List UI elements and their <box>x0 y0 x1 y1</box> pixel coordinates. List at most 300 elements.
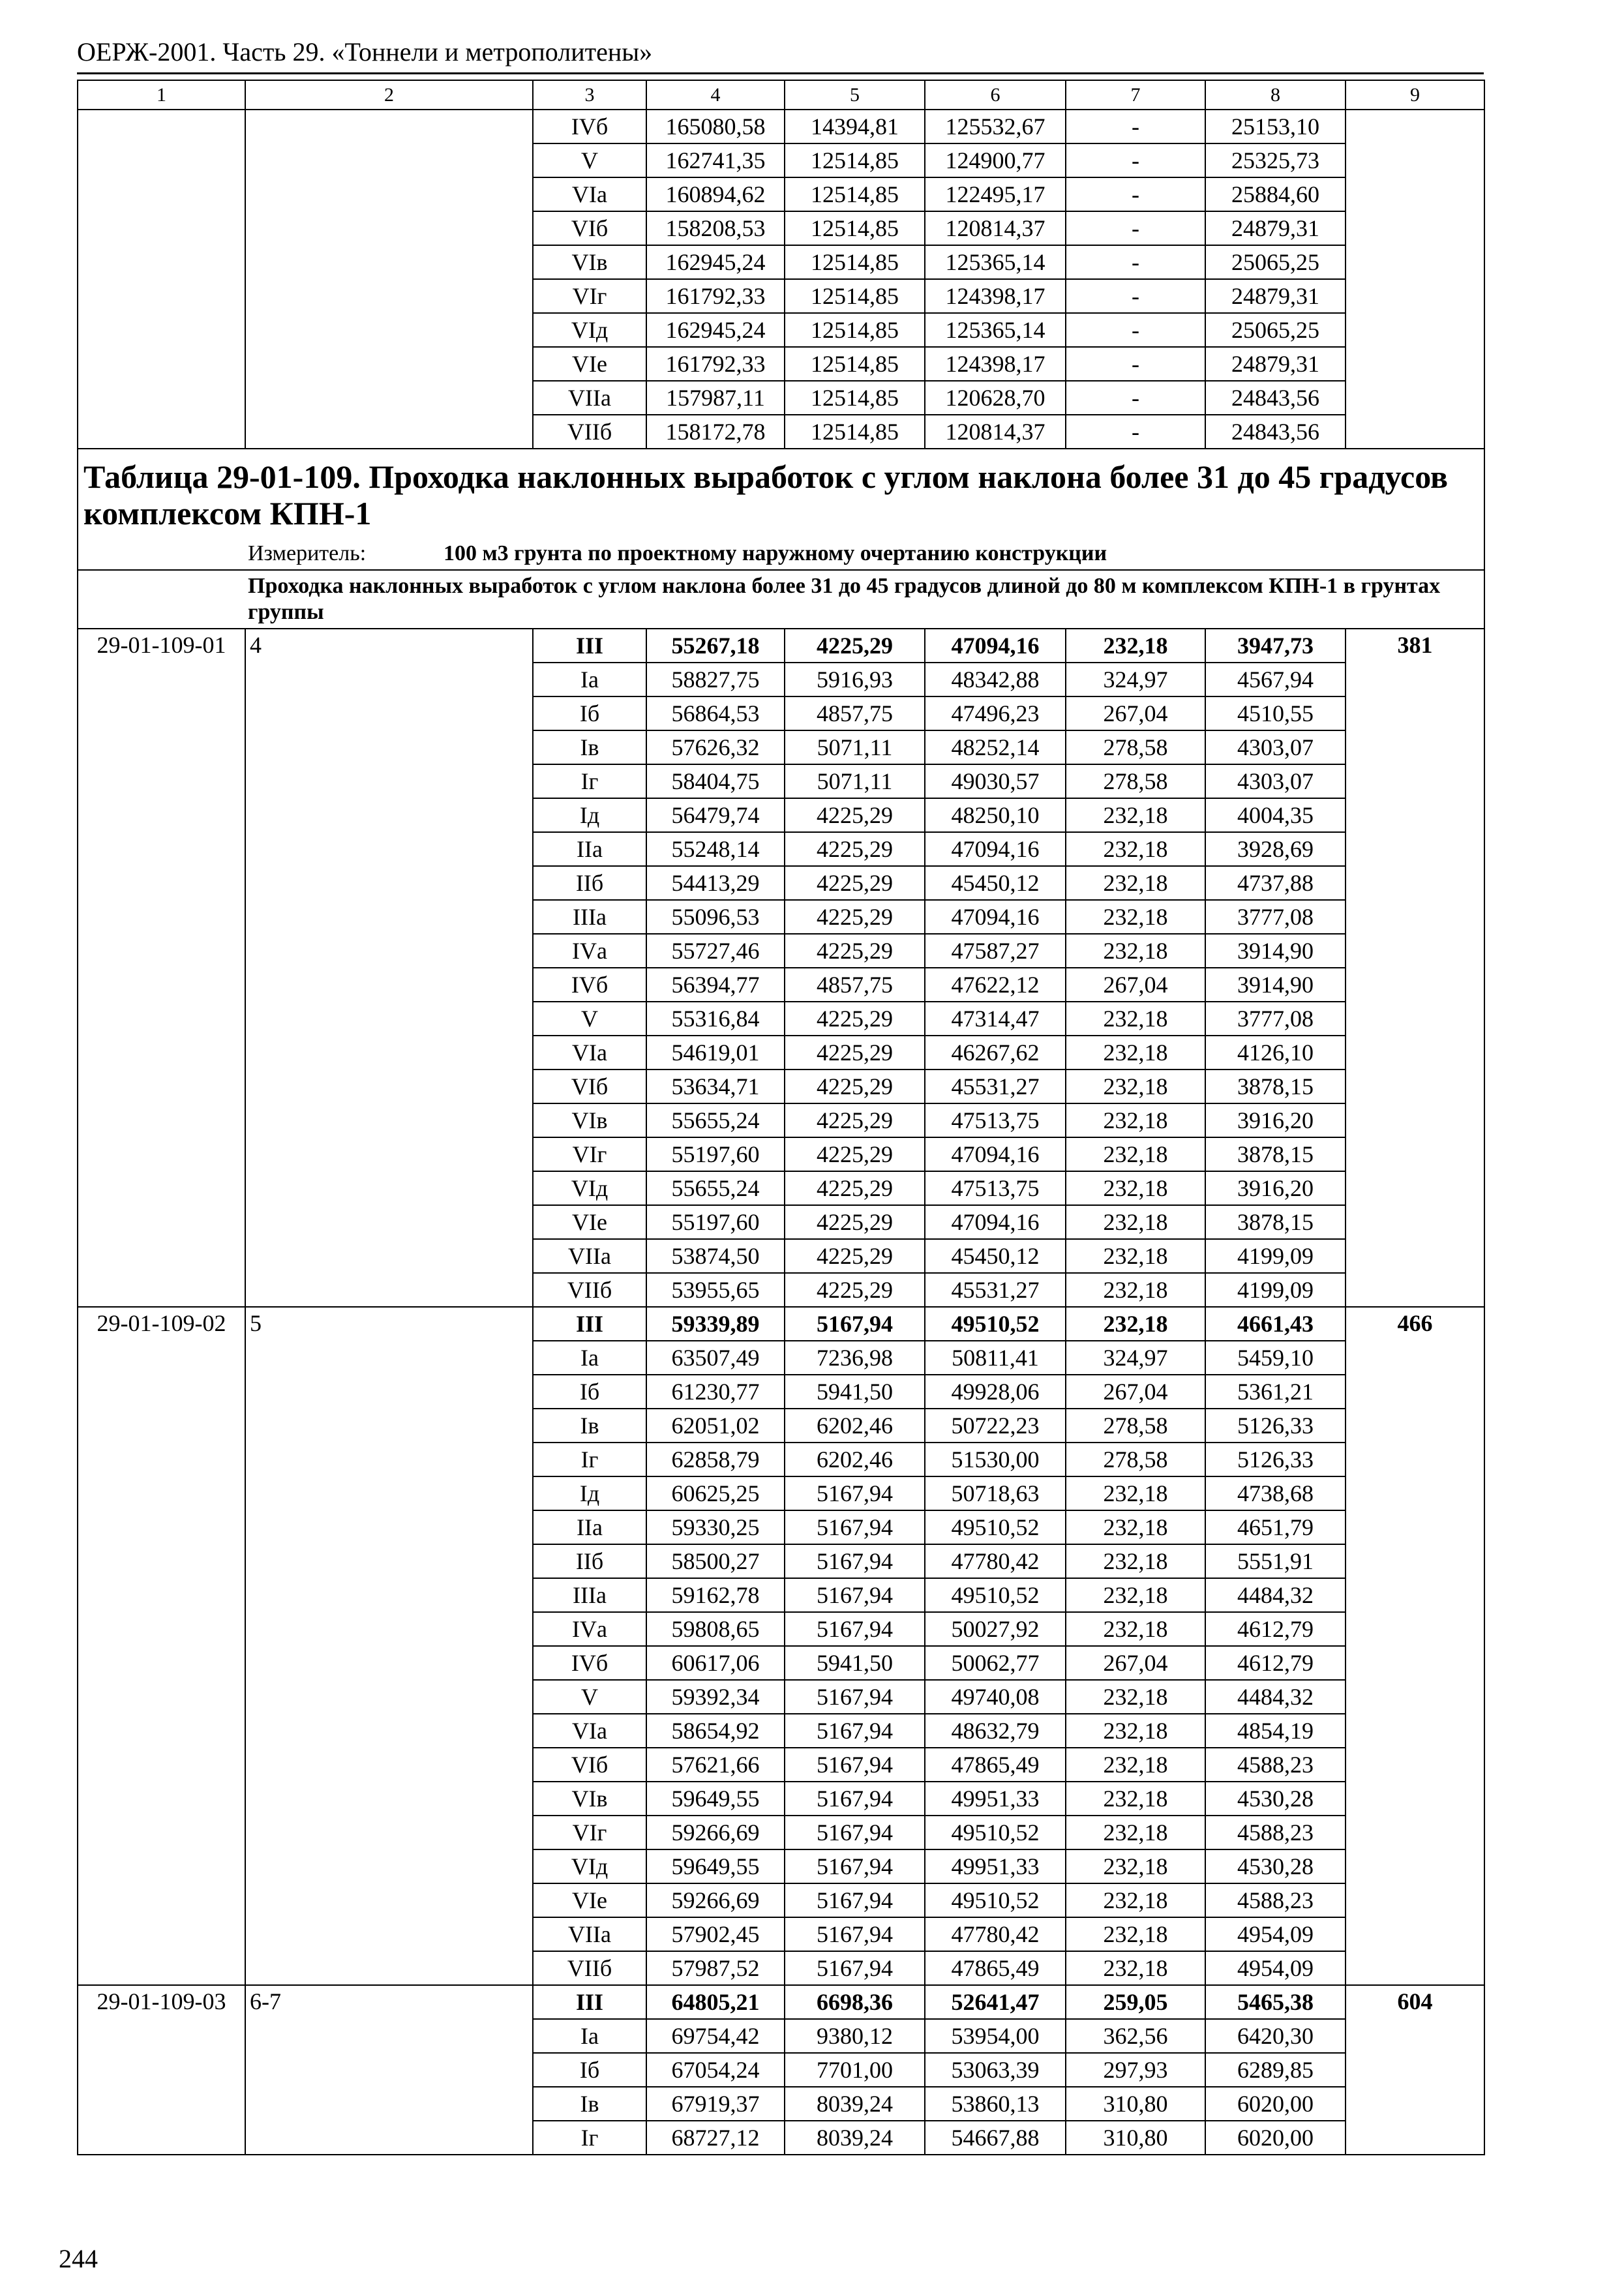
wages-cell: 8039,24 <box>785 2121 925 2155</box>
group-designation-cell: VIб <box>533 1070 646 1103</box>
wages-cell: 5167,94 <box>785 1476 925 1510</box>
page-number: 244 <box>59 2244 98 2273</box>
machinist-wages-cell: 267,04 <box>1066 968 1205 1002</box>
machinist-wages-cell: 232,18 <box>1066 866 1205 900</box>
machinist-wages-cell: 310,80 <box>1066 2121 1205 2155</box>
group-designation-cell: IVб <box>533 968 646 1002</box>
wages-cell: 12514,85 <box>785 143 925 177</box>
labor-cell: 381 <box>1346 629 1484 1307</box>
total-cost-cell: 57626,32 <box>646 730 785 764</box>
rates-table <box>77 80 1485 2155</box>
work-description: Проходка наклонных выработок с углом наклона более 31 до 45 градусов длиной до 80 м комплексом КПН-1 в грунтах группы <box>78 570 1484 629</box>
column-number-cell: 1 <box>78 80 245 110</box>
materials-cell: 3928,69 <box>1205 832 1346 866</box>
wages-cell: 5167,94 <box>785 1714 925 1748</box>
materials-cell: 4738,68 <box>1205 1476 1346 1510</box>
machines-cell: 45531,27 <box>925 1070 1066 1103</box>
group-designation-cell: VIе <box>533 1205 646 1239</box>
materials-cell: 25884,60 <box>1205 177 1346 211</box>
materials-cell: 4661,43 <box>1205 1307 1346 1341</box>
machines-cell: 47094,16 <box>925 900 1066 934</box>
total-cost-cell: 55316,84 <box>646 1002 785 1036</box>
machinist-wages-cell: 232,18 <box>1066 1510 1205 1544</box>
materials-cell: 5551,91 <box>1205 1544 1346 1578</box>
machines-cell: 47622,12 <box>925 968 1066 1002</box>
wages-cell: 7701,00 <box>785 2053 925 2087</box>
machinist-wages-cell: 232,18 <box>1066 934 1205 968</box>
machinist-wages-cell: 232,18 <box>1066 1917 1205 1951</box>
column-number-row <box>78 80 1484 110</box>
materials-cell: 4567,94 <box>1205 663 1346 696</box>
group-designation-cell: Iб <box>533 2053 646 2087</box>
materials-cell: 3777,08 <box>1205 1002 1346 1036</box>
machines-cell: 53954,00 <box>925 2019 1066 2053</box>
materials-cell: 4199,09 <box>1205 1273 1346 1307</box>
total-cost-cell: 53874,50 <box>646 1239 785 1273</box>
wages-cell: 4225,29 <box>785 1036 925 1070</box>
wages-cell: 4225,29 <box>785 934 925 968</box>
machines-cell: 47094,16 <box>925 832 1066 866</box>
machinist-wages-cell: 232,18 <box>1066 1036 1205 1070</box>
materials-cell: 3878,15 <box>1205 1070 1346 1103</box>
total-cost-cell: 55655,24 <box>646 1103 785 1137</box>
materials-cell: 4530,28 <box>1205 1782 1346 1816</box>
group-designation-cell: Iв <box>533 730 646 764</box>
group-designation-cell: VIб <box>533 1748 646 1782</box>
machines-cell: 49510,52 <box>925 1307 1066 1341</box>
materials-cell: 6020,00 <box>1205 2121 1346 2155</box>
materials-cell: 25153,10 <box>1205 110 1346 143</box>
machinist-wages-cell: 278,58 <box>1066 1409 1205 1443</box>
machinist-wages-cell: 267,04 <box>1066 696 1205 730</box>
total-cost-cell: 61230,77 <box>646 1375 785 1409</box>
machines-cell: 47513,75 <box>925 1103 1066 1137</box>
wages-cell: 5167,94 <box>785 1510 925 1544</box>
machinist-wages-cell: 232,18 <box>1066 1476 1205 1510</box>
group-designation-cell: VIа <box>533 1036 646 1070</box>
machines-cell: 47496,23 <box>925 696 1066 730</box>
group-designation-cell: VIв <box>533 1782 646 1816</box>
machines-cell: 120814,37 <box>925 211 1066 245</box>
materials-cell: 25065,25 <box>1205 313 1346 347</box>
materials-cell: 4651,79 <box>1205 1510 1346 1544</box>
machines-cell: 48252,14 <box>925 730 1066 764</box>
header-divider <box>77 72 1484 74</box>
machinist-wages-cell: 232,18 <box>1066 1883 1205 1917</box>
materials-cell: 24879,31 <box>1205 211 1346 245</box>
machines-cell: 50062,77 <box>925 1646 1066 1680</box>
group-designation-cell: III <box>533 1307 646 1341</box>
materials-cell: 24879,31 <box>1205 279 1346 313</box>
materials-cell: 4612,79 <box>1205 1612 1346 1646</box>
group-designation-cell: VIв <box>533 245 646 279</box>
wages-cell: 8039,24 <box>785 2087 925 2121</box>
machines-cell: 47094,16 <box>925 629 1066 663</box>
machinist-wages-cell: 232,18 <box>1066 1612 1205 1646</box>
column-number-cell: 2 <box>245 80 533 110</box>
wages-cell: 4225,29 <box>785 1002 925 1036</box>
total-cost-cell: 158172,78 <box>646 415 785 449</box>
wages-cell: 5167,94 <box>785 1816 925 1849</box>
name-cell <box>245 110 533 449</box>
group-designation-cell: VIе <box>533 347 646 381</box>
total-cost-cell: 55096,53 <box>646 900 785 934</box>
machinist-wages-cell: 232,18 <box>1066 1748 1205 1782</box>
total-cost-cell: 59392,34 <box>646 1680 785 1714</box>
machines-cell: 47587,27 <box>925 934 1066 968</box>
total-cost-cell: 162945,24 <box>646 313 785 347</box>
machines-cell: 47314,47 <box>925 1002 1066 1036</box>
total-cost-cell: 60617,06 <box>646 1646 785 1680</box>
machines-cell: 124398,17 <box>925 347 1066 381</box>
machinist-wages-cell: 267,04 <box>1066 1375 1205 1409</box>
total-cost-cell: 55655,24 <box>646 1171 785 1205</box>
materials-cell: 4004,35 <box>1205 798 1346 832</box>
machines-cell: 45531,27 <box>925 1273 1066 1307</box>
machinist-wages-cell: 278,58 <box>1066 764 1205 798</box>
group-designation-cell: VIIб <box>533 1951 646 1985</box>
labor-cell: 466 <box>1346 1307 1484 1985</box>
wages-cell: 5167,94 <box>785 1782 925 1816</box>
total-cost-cell: 59330,25 <box>646 1510 785 1544</box>
machines-cell: 45450,12 <box>925 866 1066 900</box>
rate-code-cell: 29-01-109-02 <box>78 1307 245 1985</box>
wages-cell: 5941,50 <box>785 1646 925 1680</box>
soil-group-cell: 6-7 <box>245 1985 533 2155</box>
materials-cell: 24879,31 <box>1205 347 1346 381</box>
materials-cell: 3947,73 <box>1205 629 1346 663</box>
materials-cell: 4303,07 <box>1205 730 1346 764</box>
group-designation-cell: IIб <box>533 1544 646 1578</box>
machines-cell: 49510,52 <box>925 1510 1066 1544</box>
group-designation-cell: VIIб <box>533 1273 646 1307</box>
machinist-wages-cell: - <box>1066 347 1205 381</box>
machinist-wages-cell: - <box>1066 245 1205 279</box>
total-cost-cell: 162741,35 <box>646 143 785 177</box>
machines-cell: 50722,23 <box>925 1409 1066 1443</box>
materials-cell: 4588,23 <box>1205 1883 1346 1917</box>
materials-cell: 25065,25 <box>1205 245 1346 279</box>
wages-cell: 6698,36 <box>785 1985 925 2019</box>
group-designation-cell: VIIа <box>533 1917 646 1951</box>
soil-group-cell: 4 <box>245 629 533 1307</box>
machines-cell: 47780,42 <box>925 1544 1066 1578</box>
materials-cell: 6289,85 <box>1205 2053 1346 2087</box>
machines-cell: 47780,42 <box>925 1917 1066 1951</box>
machines-cell: 49510,52 <box>925 1578 1066 1612</box>
materials-cell: 4854,19 <box>1205 1714 1346 1748</box>
materials-cell: 4303,07 <box>1205 764 1346 798</box>
total-cost-cell: 63507,49 <box>646 1341 785 1375</box>
total-cost-cell: 59808,65 <box>646 1612 785 1646</box>
labor-cell: 604 <box>1346 1985 1484 2155</box>
wages-cell: 4857,75 <box>785 696 925 730</box>
measure-value: 100 м3 грунта по проектному наружному очертанию конструкции <box>444 541 1107 565</box>
column-number-cell: 7 <box>1066 80 1205 110</box>
machinist-wages-cell: 278,58 <box>1066 1443 1205 1476</box>
wages-cell: 14394,81 <box>785 110 925 143</box>
wages-cell: 4225,29 <box>785 798 925 832</box>
wages-cell: 12514,85 <box>785 279 925 313</box>
machines-cell: 122495,17 <box>925 177 1066 211</box>
total-cost-cell: 162945,24 <box>646 245 785 279</box>
table-row <box>78 110 1484 143</box>
materials-cell: 3878,15 <box>1205 1137 1346 1171</box>
machinist-wages-cell: 232,18 <box>1066 1002 1205 1036</box>
machines-cell: 54667,88 <box>925 2121 1066 2155</box>
machinist-wages-cell: 278,58 <box>1066 730 1205 764</box>
table-title: Таблица 29-01-109. Проходка наклонных выработок с углом наклона более 31 до 45 градусов комплексом КПН-1 <box>78 449 1484 538</box>
wages-cell: 4857,75 <box>785 968 925 1002</box>
total-cost-cell: 53634,71 <box>646 1070 785 1103</box>
machinist-wages-cell: - <box>1066 110 1205 143</box>
wages-cell: 4225,29 <box>785 629 925 663</box>
group-designation-cell: Iб <box>533 696 646 730</box>
measure-cell <box>78 538 1484 570</box>
machinist-wages-cell: 232,18 <box>1066 900 1205 934</box>
column-number-cell: 6 <box>925 80 1066 110</box>
total-cost-cell: 54619,01 <box>646 1036 785 1070</box>
total-cost-cell: 59162,78 <box>646 1578 785 1612</box>
machines-cell: 50027,92 <box>925 1612 1066 1646</box>
materials-cell: 4126,10 <box>1205 1036 1346 1070</box>
machinist-wages-cell: 232,18 <box>1066 1171 1205 1205</box>
wages-cell: 5167,94 <box>785 1748 925 1782</box>
group-designation-cell: VIIа <box>533 1239 646 1273</box>
wages-cell: 4225,29 <box>785 832 925 866</box>
group-designation-cell: VIб <box>533 211 646 245</box>
machinist-wages-cell: 232,18 <box>1066 1782 1205 1816</box>
machines-cell: 47513,75 <box>925 1171 1066 1205</box>
column-number-cell: 9 <box>1346 80 1484 110</box>
column-number-cell: 5 <box>785 80 925 110</box>
machines-cell: 51530,00 <box>925 1443 1066 1476</box>
machines-cell: 124398,17 <box>925 279 1066 313</box>
wages-cell: 6202,46 <box>785 1443 925 1476</box>
materials-cell: 4510,55 <box>1205 696 1346 730</box>
group-designation-cell: Iб <box>533 1375 646 1409</box>
wages-cell: 5071,11 <box>785 730 925 764</box>
machines-cell: 48250,10 <box>925 798 1066 832</box>
wages-cell: 5167,94 <box>785 1917 925 1951</box>
materials-cell: 5459,10 <box>1205 1341 1346 1375</box>
wages-cell: 4225,29 <box>785 1070 925 1103</box>
wages-cell: 4225,29 <box>785 1171 925 1205</box>
group-designation-cell: VIг <box>533 279 646 313</box>
group-designation-cell: Iд <box>533 1476 646 1510</box>
total-cost-cell: 58827,75 <box>646 663 785 696</box>
machines-cell: 47865,49 <box>925 1951 1066 1985</box>
group-designation-cell: IIа <box>533 832 646 866</box>
wages-cell: 5167,94 <box>785 1612 925 1646</box>
wages-cell: 12514,85 <box>785 245 925 279</box>
machinist-wages-cell: - <box>1066 143 1205 177</box>
group-designation-cell: VIд <box>533 1171 646 1205</box>
machines-cell: 47865,49 <box>925 1748 1066 1782</box>
materials-cell: 24843,56 <box>1205 381 1346 415</box>
wages-cell: 6202,46 <box>785 1409 925 1443</box>
total-cost-cell: 56479,74 <box>646 798 785 832</box>
wages-cell: 5167,94 <box>785 1307 925 1341</box>
total-cost-cell: 158208,53 <box>646 211 785 245</box>
total-cost-cell: 55248,14 <box>646 832 785 866</box>
machines-cell: 124900,77 <box>925 143 1066 177</box>
group-designation-cell: VIв <box>533 1103 646 1137</box>
wages-cell: 12514,85 <box>785 381 925 415</box>
machines-cell: 49030,57 <box>925 764 1066 798</box>
wages-cell: 5167,94 <box>785 1578 925 1612</box>
materials-cell: 4954,09 <box>1205 1951 1346 1985</box>
wages-cell: 12514,85 <box>785 347 925 381</box>
machines-cell: 48632,79 <box>925 1714 1066 1748</box>
machinist-wages-cell: 324,97 <box>1066 663 1205 696</box>
machines-cell: 49740,08 <box>925 1680 1066 1714</box>
total-cost-cell: 161792,33 <box>646 279 785 313</box>
total-cost-cell: 53955,65 <box>646 1273 785 1307</box>
group-designation-cell: IIб <box>533 866 646 900</box>
materials-cell: 5361,21 <box>1205 1375 1346 1409</box>
rate-code-cell: 29-01-109-01 <box>78 629 245 1307</box>
group-designation-cell: VIе <box>533 1883 646 1917</box>
column-number-cell: 8 <box>1205 80 1346 110</box>
wages-cell: 4225,29 <box>785 1239 925 1273</box>
wages-cell: 12514,85 <box>785 211 925 245</box>
total-cost-cell: 54413,29 <box>646 866 785 900</box>
total-cost-cell: 55727,46 <box>646 934 785 968</box>
group-designation-cell: Iа <box>533 2019 646 2053</box>
wages-cell: 4225,29 <box>785 1137 925 1171</box>
materials-cell: 4954,09 <box>1205 1917 1346 1951</box>
labor-cell <box>1346 110 1484 449</box>
machines-cell: 53063,39 <box>925 2053 1066 2087</box>
materials-cell: 3914,90 <box>1205 968 1346 1002</box>
wages-cell: 5941,50 <box>785 1375 925 1409</box>
group-designation-cell: IIIа <box>533 900 646 934</box>
machines-cell: 49951,33 <box>925 1782 1066 1816</box>
group-designation-cell: IIа <box>533 1510 646 1544</box>
machines-cell: 47094,16 <box>925 1205 1066 1239</box>
group-designation-cell: Iг <box>533 2121 646 2155</box>
wages-cell: 9380,12 <box>785 2019 925 2053</box>
materials-cell: 5126,33 <box>1205 1409 1346 1443</box>
total-cost-cell: 68727,12 <box>646 2121 785 2155</box>
table-row <box>78 1985 1484 2019</box>
total-cost-cell: 165080,58 <box>646 110 785 143</box>
group-designation-cell: VIа <box>533 1714 646 1748</box>
materials-cell: 4530,28 <box>1205 1849 1346 1883</box>
total-cost-cell: 56394,77 <box>646 968 785 1002</box>
group-designation-cell: Iв <box>533 2087 646 2121</box>
machines-cell: 52641,47 <box>925 1985 1066 2019</box>
total-cost-cell: 67919,37 <box>646 2087 785 2121</box>
group-designation-cell: VIа <box>533 177 646 211</box>
total-cost-cell: 60625,25 <box>646 1476 785 1510</box>
group-designation-cell: V <box>533 1680 646 1714</box>
wages-cell: 4225,29 <box>785 900 925 934</box>
group-designation-cell: IIIа <box>533 1578 646 1612</box>
machinist-wages-cell: - <box>1066 177 1205 211</box>
machines-cell: 46267,62 <box>925 1036 1066 1070</box>
machinist-wages-cell: 232,18 <box>1066 1070 1205 1103</box>
materials-cell: 24843,56 <box>1205 415 1346 449</box>
machinist-wages-cell: 232,18 <box>1066 832 1205 866</box>
materials-cell: 3777,08 <box>1205 900 1346 934</box>
materials-cell: 25325,73 <box>1205 143 1346 177</box>
total-cost-cell: 55197,60 <box>646 1205 785 1239</box>
group-designation-cell: VIг <box>533 1816 646 1849</box>
wages-cell: 5167,94 <box>785 1951 925 1985</box>
machinist-wages-cell: 232,18 <box>1066 1849 1205 1883</box>
machines-cell: 49928,06 <box>925 1375 1066 1409</box>
group-designation-cell: IVа <box>533 1612 646 1646</box>
machinist-wages-cell: 232,18 <box>1066 1544 1205 1578</box>
total-cost-cell: 57902,45 <box>646 1917 785 1951</box>
measure-label: Измеритель: <box>248 541 367 565</box>
machines-cell: 45450,12 <box>925 1239 1066 1273</box>
machinist-wages-cell: 232,18 <box>1066 1680 1205 1714</box>
wages-cell: 5071,11 <box>785 764 925 798</box>
machinist-wages-cell: - <box>1066 381 1205 415</box>
materials-cell: 4737,88 <box>1205 866 1346 900</box>
total-cost-cell: 58654,92 <box>646 1714 785 1748</box>
total-cost-cell: 59339,89 <box>646 1307 785 1341</box>
group-designation-cell: IVб <box>533 110 646 143</box>
total-cost-cell: 56864,53 <box>646 696 785 730</box>
machinist-wages-cell: 310,80 <box>1066 2087 1205 2121</box>
machines-cell: 49951,33 <box>925 1849 1066 1883</box>
total-cost-cell: 58500,27 <box>646 1544 785 1578</box>
wages-cell: 12514,85 <box>785 415 925 449</box>
materials-cell: 3878,15 <box>1205 1205 1346 1239</box>
group-designation-cell: Iг <box>533 1443 646 1476</box>
code-cell <box>78 110 245 449</box>
table-row <box>78 629 1484 663</box>
machinist-wages-cell: 232,18 <box>1066 1103 1205 1137</box>
machinist-wages-cell: 362,56 <box>1066 2019 1205 2053</box>
machinist-wages-cell: 232,18 <box>1066 1578 1205 1612</box>
wages-cell: 5167,94 <box>785 1544 925 1578</box>
table-title-row <box>78 449 1484 538</box>
machines-cell: 120628,70 <box>925 381 1066 415</box>
machinist-wages-cell: 267,04 <box>1066 1646 1205 1680</box>
machinist-wages-cell: 324,97 <box>1066 1341 1205 1375</box>
group-designation-cell: Iв <box>533 1409 646 1443</box>
machinist-wages-cell: - <box>1066 279 1205 313</box>
group-designation-cell: Iа <box>533 1341 646 1375</box>
soil-group-cell: 5 <box>245 1307 533 1985</box>
rates-table-body <box>78 80 1484 2155</box>
measure-row <box>78 538 1484 570</box>
wages-cell: 4225,29 <box>785 1103 925 1137</box>
machinist-wages-cell: 232,18 <box>1066 1307 1205 1341</box>
group-designation-cell: V <box>533 1002 646 1036</box>
column-number-cell: 3 <box>533 80 646 110</box>
machinist-wages-cell: 259,05 <box>1066 1985 1205 2019</box>
materials-cell: 4199,09 <box>1205 1239 1346 1273</box>
group-designation-cell: III <box>533 1985 646 2019</box>
machines-cell: 47094,16 <box>925 1137 1066 1171</box>
total-cost-cell: 55267,18 <box>646 629 785 663</box>
group-designation-cell: IVа <box>533 934 646 968</box>
total-cost-cell: 160894,62 <box>646 177 785 211</box>
machinist-wages-cell: 232,18 <box>1066 798 1205 832</box>
machinist-wages-cell: 232,18 <box>1066 1816 1205 1849</box>
total-cost-cell: 62051,02 <box>646 1409 785 1443</box>
page-header-title: ОЕРЖ-2001. Часть 29. «Тоннели и метрополитены» <box>77 37 653 67</box>
wages-cell: 7236,98 <box>785 1341 925 1375</box>
total-cost-cell: 157987,11 <box>646 381 785 415</box>
group-designation-cell: Iд <box>533 798 646 832</box>
